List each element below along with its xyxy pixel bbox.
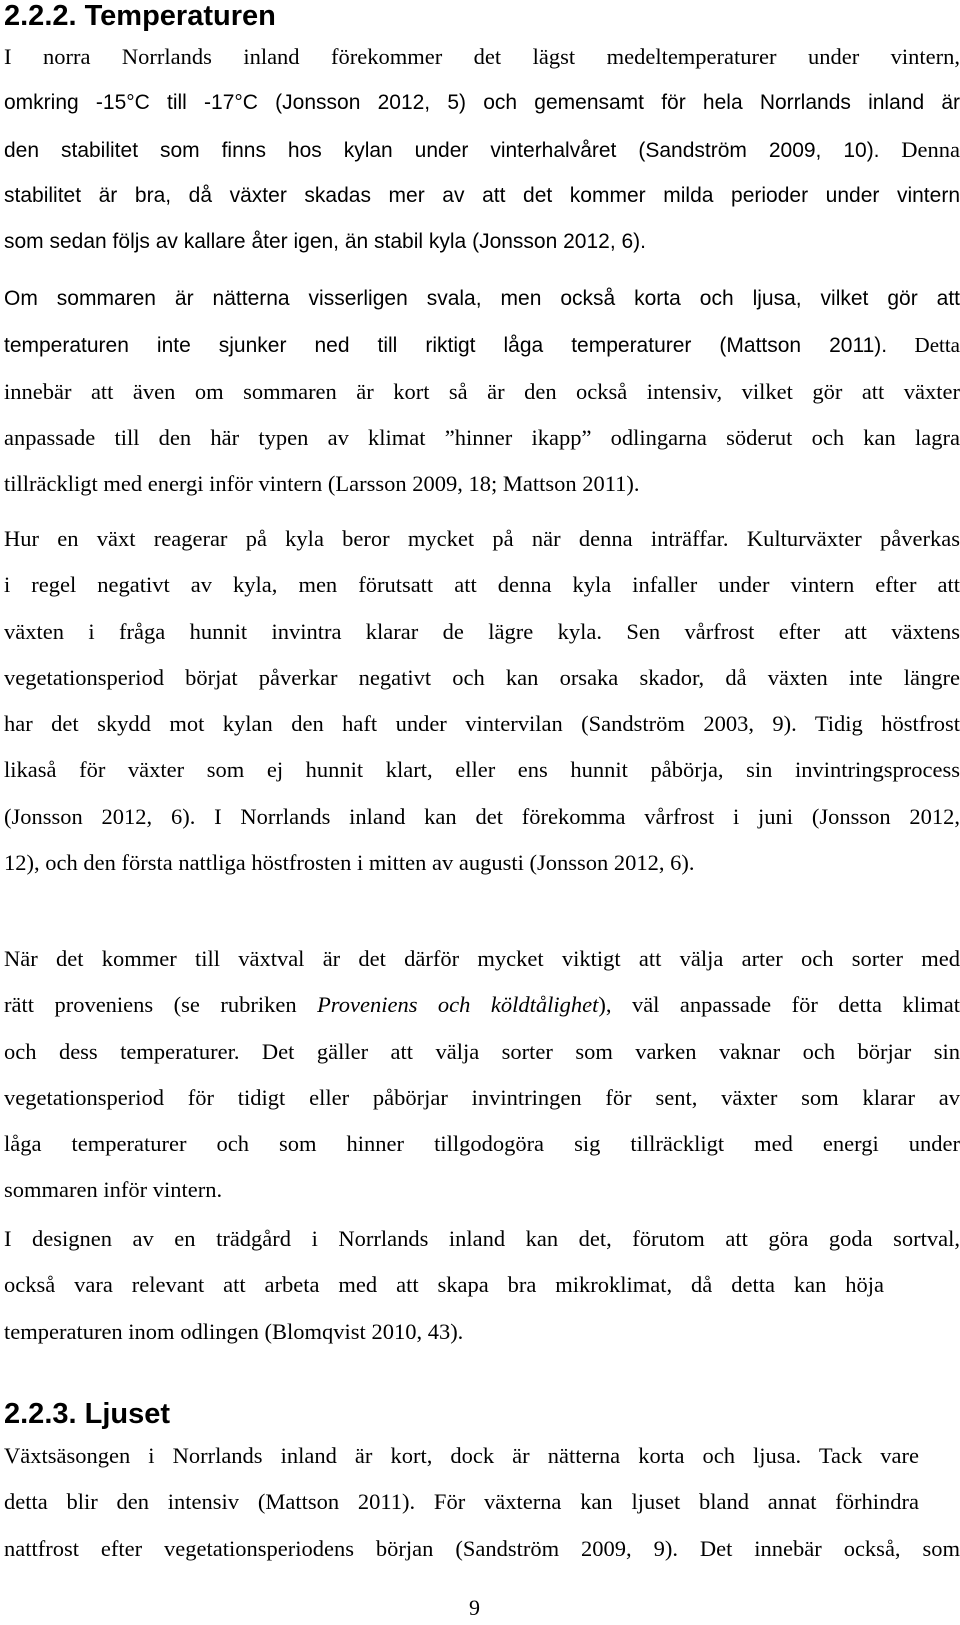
text-line: stabilitet är bra, då växter skadas mer av att det kommer milda perioder under vintern: [4, 183, 960, 207]
text-line: sommaren inför vintern.: [4, 1177, 223, 1203]
text-line: anpassade till den här typen av klimat ”hinner ikapp” odlingarna söderut och kan lagra: [4, 424, 960, 450]
text-line: I designen av en trädgård i Norrlands inland kan det, förutom att göra goda sortval,: [4, 1226, 960, 1251]
text-line: I norra Norrlands inland förekommer det lägst medeltemperaturer under vintern,: [4, 44, 960, 69]
section-heading-ljuset: 2.2.3. Ljuset: [4, 1398, 171, 1430]
paragraph-temperaturen-1: [4, 34, 960, 265]
text-run: Detta: [887, 333, 960, 358]
text-line: vegetationsperiod för tidigt eller påbörjar invintringen för sent, växter som klarar av: [4, 1084, 960, 1110]
text-run: Denna: [879, 136, 960, 162]
text-line: När det kommer till växtval är det därför mycket viktigt att välja arter och sorter med: [4, 946, 960, 971]
text-line: Om sommaren är nätterna visserligen svala, men också korta och ljusa, vilket gör att: [4, 287, 960, 310]
text-line: tillräckligt med energi inför vintern (Larsson 2009, 18; Mattson 2011).: [4, 471, 640, 497]
text-line: [4, 322, 960, 368]
text-line: [4, 127, 960, 173]
text-line: vegetationsperiod börjat påverkar negativt och kan orsaka skador, då växten inte längre: [4, 664, 960, 690]
text-line: i regel negativt av kyla, men förutsatt att denna kyla infaller under vintern efter att: [4, 572, 960, 598]
text-line: Hur en växt reagerar på kyla beror mycket på när denna inträffar. Kulturväxter påverkas: [4, 526, 960, 551]
text-line: Växtsäsongen i Norrlands inland är kort, dock är nätterna korta och ljusa. Tack vare: [4, 1443, 919, 1468]
text-line: som sedan följs av kallare åter igen, än stabil kyla (Jonsson 2012, 6).: [4, 230, 647, 254]
section-heading-temperaturen: 2.2.2. Temperaturen: [4, 0, 276, 32]
text-line: omkring -15°C till -17°C (Jonsson 2012, 5) och gemensamt för hela Norrlands inland är: [4, 91, 960, 115]
paragraph-temperaturen-4: [4, 936, 960, 1214]
text-line: [4, 982, 960, 1028]
text-line: har det skydd mot kylan den haft under vintervilan (Sandström 2003, 9). Tidig höstfrost: [4, 711, 960, 737]
text-run: den stabilitet som finns hos kylan under vinterhalvåret (Sandström 2009, 10).: [4, 138, 880, 162]
text-line: och dess temperaturer. Det gäller att välja sorter som varken vaknar och börjar sin: [4, 1038, 960, 1064]
text-run: temperaturen inte sjunker ned till riktigt låga temperaturer (Mattson 2011).: [4, 334, 888, 358]
text-line: nattfrost efter vegetationsperiodens början (Sandström 2009, 9). Det innebär också, som: [4, 1535, 960, 1561]
page-number: 9: [469, 1595, 480, 1620]
cross-reference-italic: Proveniens och köldtålighet: [317, 992, 599, 1018]
text-line: 12), och den första nattliga höstfrosten i mitten av augusti (Jonsson 2012, 6).: [4, 850, 695, 876]
text-line: detta blir den intensiv (Mattson 2011). För växterna kan ljuset bland annat förhindra: [4, 1489, 919, 1515]
text-line: temperaturen inom odlingen (Blomqvist 2010, 43).: [4, 1318, 464, 1344]
text-line: växten i fråga hunnit invintra klarar de lägre kyla. Sen vårfrost efter att växtens: [4, 618, 960, 644]
text-line: (Jonsson 2012, 6). I Norrlands inland kan det förekomma vårfrost i juni (Jonsson 2012,: [4, 803, 960, 829]
text-run: rätt proveniens (se rubriken: [4, 992, 318, 1018]
text-line: innebär att även om sommaren är kort så är den också intensiv, vilket gör att växter: [4, 378, 960, 404]
paragraph-ljuset-1: [4, 1433, 960, 1572]
text-line: också vara relevant att arbeta med att skapa bra mikroklimat, då detta kan höja: [4, 1272, 884, 1298]
paragraph-temperaturen-5: [4, 1216, 960, 1355]
text-run: ), väl anpassade för detta klimat: [598, 992, 960, 1018]
paragraph-temperaturen-3: [4, 516, 960, 886]
paragraph-temperaturen-2: [4, 276, 960, 507]
text-line: låga temperaturer och som hinner tillgodogöra sig tillräckligt med energi under: [4, 1131, 960, 1157]
text-line: likaså för växter som ej hunnit klart, eller ens hunnit påbörja, sin invintringsprocess: [4, 757, 960, 783]
